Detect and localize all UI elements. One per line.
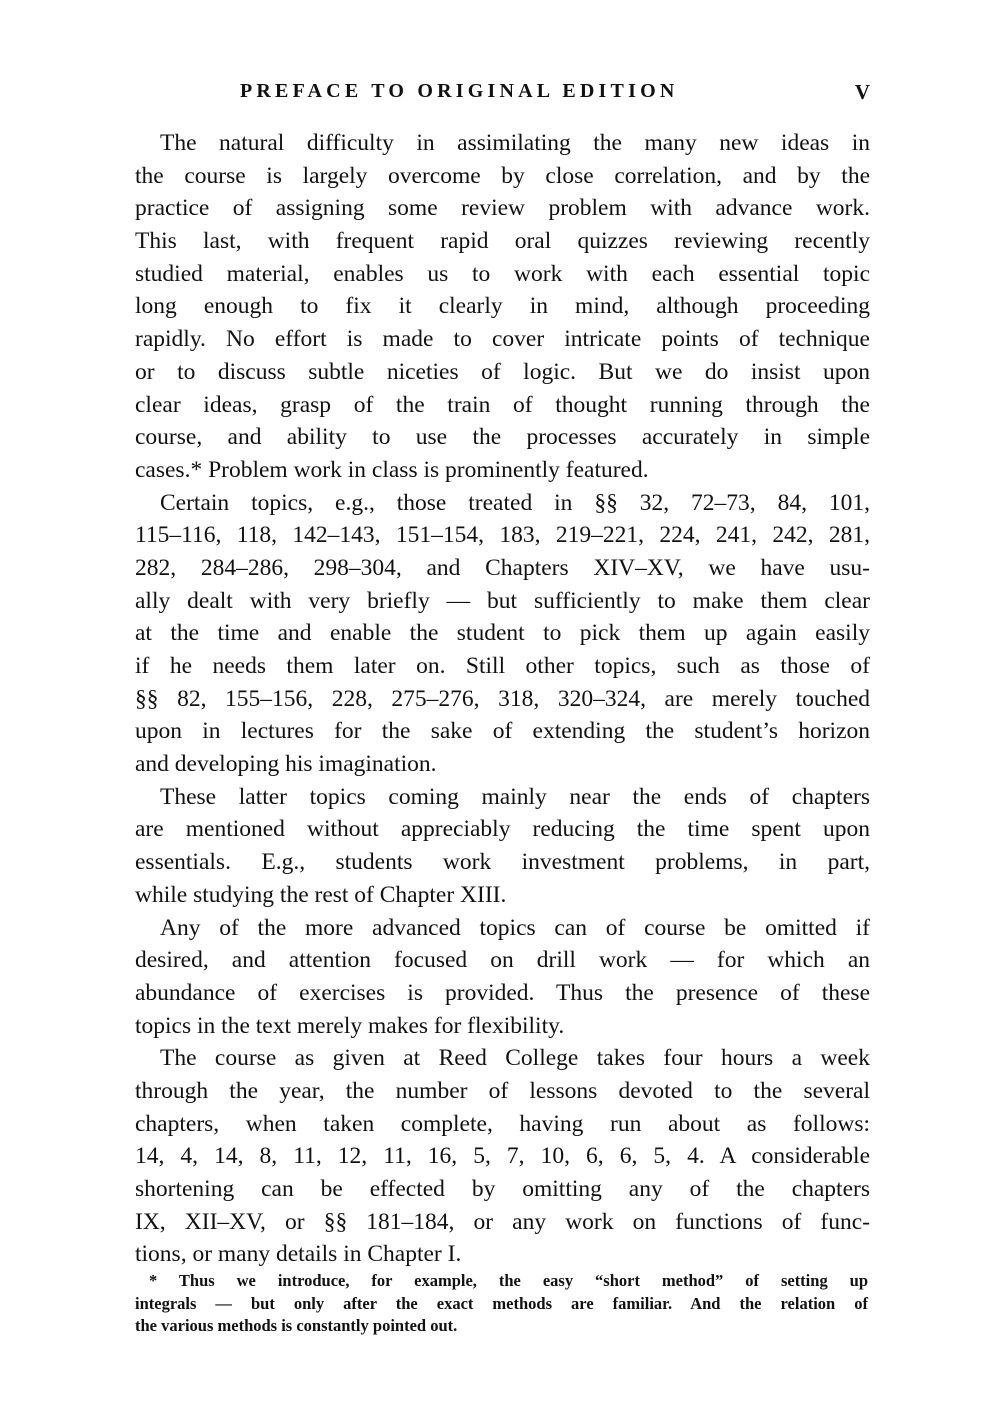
text-line: This last, with frequent rapid oral quizzes reviewing recently bbox=[135, 228, 870, 255]
running-title: PREFACE TO ORIGINAL EDITION bbox=[240, 80, 679, 102]
text-line: upon in lectures for the sake of extending the student’s horizon bbox=[135, 718, 870, 745]
text-line: desired, and attention focused on drill work — for which an bbox=[135, 947, 870, 974]
text-line: abundance of exercises is provided. Thus the presence of these bbox=[135, 979, 870, 1006]
paragraph bbox=[135, 127, 870, 487]
text-line: cases.* Problem work in class is prominently featured. bbox=[135, 456, 649, 483]
text-line: rapidly. No effort is made to cover intricate points of technique bbox=[135, 326, 870, 353]
text-line: long enough to fix it clearly in mind, although proceeding bbox=[135, 293, 870, 320]
text-line: §§ 82, 155–156, 228, 275–276, 318, 320–324, are merely touched bbox=[135, 685, 870, 712]
footnote-line: integrals — but only after the exact methods are familiar. And the relation of bbox=[135, 1293, 868, 1313]
text-line: Any of the more advanced topics can of course be omitted if bbox=[160, 914, 870, 941]
paragraph bbox=[135, 781, 870, 912]
page-number: V bbox=[854, 80, 870, 104]
paragraph bbox=[135, 912, 870, 1043]
text-line: 115–116, 118, 142–143, 151–154, 183, 219–221, 224, 241, 242, 281, bbox=[135, 522, 870, 549]
text-line: are mentioned without appreciably reducing the time spent upon bbox=[135, 816, 870, 843]
text-line: The natural difficulty in assimilating the many new ideas in bbox=[160, 130, 870, 156]
text-line: through the year, the number of lessons devoted to the several bbox=[135, 1077, 870, 1104]
footnote bbox=[135, 1270, 868, 1338]
footnote-line: the various methods is constantly pointed out. bbox=[135, 1316, 458, 1336]
text-line: Certain topics, e.g., those treated in §§ 32, 72–73, 84, 101, bbox=[160, 489, 870, 516]
text-line: tions, or many details in Chapter I. bbox=[135, 1241, 462, 1268]
text-line: the course is largely overcome by close correlation, and by the bbox=[135, 162, 870, 189]
text-line: and developing his imagination. bbox=[135, 751, 437, 778]
text-line: IX, XII–XV, or §§ 181–184, or any work on functions of func- bbox=[135, 1208, 870, 1235]
footnote-line: * Thus we introduce, for example, the easy “short method” of setting up bbox=[149, 1271, 868, 1290]
text-line: while studying the rest of Chapter XIII. bbox=[135, 881, 507, 908]
text-line: shortening can be effected by omitting any of the chapters bbox=[135, 1176, 870, 1202]
text-line: These latter topics coming mainly near the ends of chapters bbox=[160, 783, 870, 810]
paragraph bbox=[135, 487, 870, 781]
running-header bbox=[135, 80, 870, 112]
text-line: studied material, enables us to work with each essential topic bbox=[135, 260, 870, 287]
text-line: if he needs them later on. Still other topics, such as those of bbox=[135, 653, 870, 679]
text-line: course, and ability to use the processes accurately in simple bbox=[135, 424, 870, 451]
text-line: at the time and enable the student to pick them up again easily bbox=[135, 620, 870, 647]
text-line: 282, 284–286, 298–304, and Chapters XIV–XV, we have usu- bbox=[135, 554, 870, 581]
text-line: ally dealt with very briefly — but sufficiently to make them clear bbox=[135, 587, 870, 614]
text-line: The course as given at Reed College takes four hours a week bbox=[160, 1045, 870, 1072]
paragraph bbox=[135, 1042, 870, 1271]
text-line: essentials. E.g., students work investment problems, in part, bbox=[135, 849, 870, 876]
text-line: clear ideas, grasp of the train of thought running through the bbox=[135, 391, 870, 418]
body-text bbox=[135, 127, 870, 1271]
text-line: 14, 4, 14, 8, 11, 12, 11, 16, 5, 7, 10, 6, 6, 5, 4. A considerable bbox=[135, 1143, 870, 1170]
text-line: practice of assigning some review problem with advance work. bbox=[135, 195, 870, 222]
text-line: topics in the text merely makes for flexibility. bbox=[135, 1012, 565, 1039]
text-line: or to discuss subtle niceties of logic. But we do insist upon bbox=[135, 358, 870, 385]
text-line: chapters, when taken complete, having run about as follows: bbox=[135, 1110, 870, 1137]
